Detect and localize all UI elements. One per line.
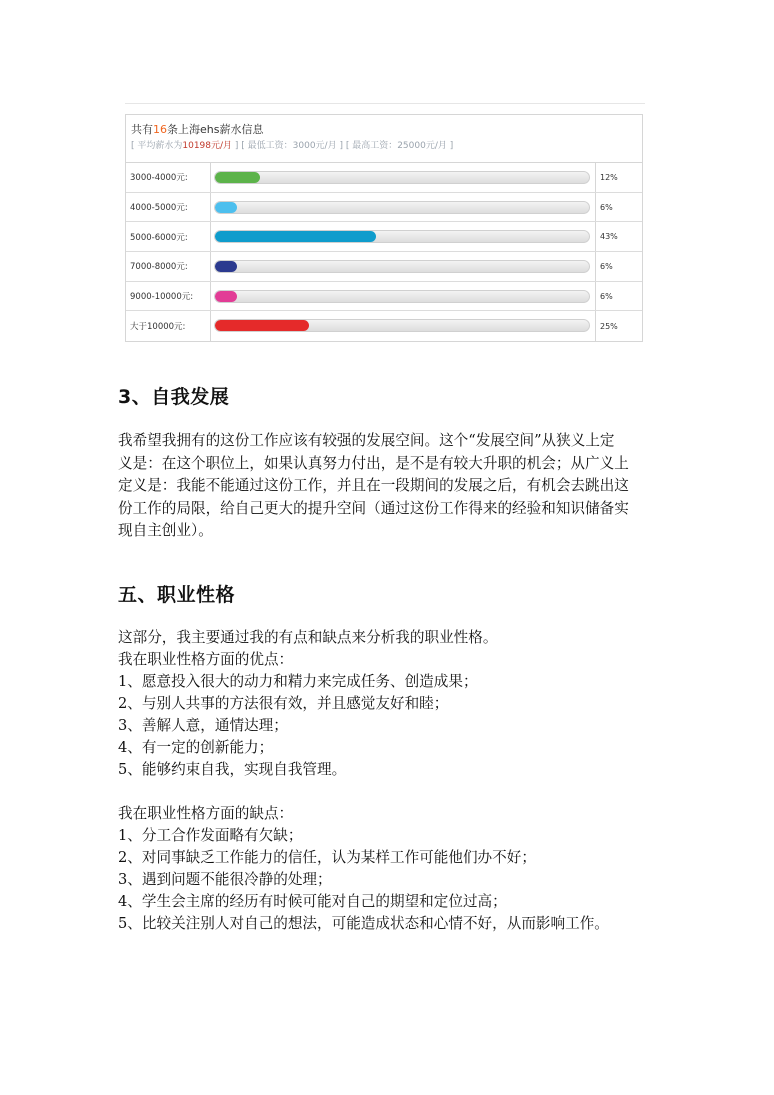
weaknesses-title: 我在职业性格方面的缺点： xyxy=(118,805,294,822)
salary-range-label: 4000-5000元: xyxy=(130,203,188,214)
sub-range: ] [ 最低工资：3000元/月 ] [ 最高工资：25000元/月 ] xyxy=(232,141,454,151)
salary-range-label: 9000-10000元: xyxy=(130,292,194,303)
salary-row xyxy=(126,222,642,252)
salary-row xyxy=(126,252,642,282)
salary-bar-fill xyxy=(215,231,376,242)
salary-bar-fill xyxy=(215,261,237,272)
paragraph-line: 义是：在这个职位上，如果认真努力付出，是不是有较大升职的机会；从广义上 xyxy=(118,454,629,472)
sub-open: [ 平均薪水为 xyxy=(131,141,183,151)
paragraph-line: 定义是：我能不能通过这份工作，并且在一段期间的发展之后，有机会去跳出这 xyxy=(118,477,629,494)
weakness-item: 1、分工合作发面略有欠缺； xyxy=(118,827,303,844)
paragraph-line: 份工作的局限，给自己更大的提升空间（通过这份工作得来的经验和知识储备实 xyxy=(118,499,629,517)
salary-range-label: 7000-8000元: xyxy=(130,262,188,273)
salary-row xyxy=(126,193,642,223)
salary-percent: 12% xyxy=(600,172,618,182)
weakness-item: 4、学生会主席的经历有时候可能对自己的期望和定位过高； xyxy=(118,893,507,910)
strength-item: 2、与别人共事的方法很有效，并且感觉友好和睦； xyxy=(118,695,449,712)
weakness-item: 5、比较关注别人对自己的想法，可能造成状态和心情不好，从而影响工作。 xyxy=(118,915,609,932)
salary-bar-track xyxy=(214,290,590,303)
top-divider xyxy=(125,103,645,104)
salary-percent: 25% xyxy=(600,321,618,331)
salary-percent: 6% xyxy=(600,261,613,271)
salary-range-label: 3000-4000元: xyxy=(130,173,188,184)
salary-percent: 43% xyxy=(600,232,618,242)
strengths-title: 我在职业性格方面的优点： xyxy=(118,651,294,668)
salary-bar-track xyxy=(214,230,590,243)
title-count: 16 xyxy=(153,123,167,136)
title-prefix: 共有 xyxy=(131,123,153,136)
salary-widget xyxy=(125,114,643,342)
section-3-heading: 3、自我发展 xyxy=(118,386,230,408)
salary-percent: 6% xyxy=(600,202,613,212)
salary-title xyxy=(131,123,642,137)
salary-range-label: 大于10000元: xyxy=(130,322,186,333)
section-5-heading: 五、职业性格 xyxy=(118,584,236,606)
salary-bar-fill xyxy=(215,291,237,302)
weakness-item: 3、遇到问题不能很冷静的处理； xyxy=(118,871,332,888)
salary-range-label: 5000-6000元: xyxy=(130,232,188,243)
salary-percent: 6% xyxy=(600,291,613,301)
salary-bar-track xyxy=(214,319,590,332)
salary-bar-fill xyxy=(215,172,260,183)
salary-bar-fill xyxy=(215,320,309,331)
salary-bar-track xyxy=(214,201,590,214)
strength-item: 5、能够约束自我，实现自我管理。 xyxy=(118,761,347,778)
strength-item: 3、善解人意，通情达理； xyxy=(118,717,288,734)
salary-row xyxy=(126,311,642,341)
paragraph-line: 现自主创业）。 xyxy=(118,522,213,539)
title-suffix: 条上海ehs薪水信息 xyxy=(167,123,264,136)
section-3-paragraph xyxy=(118,430,658,543)
salary-row xyxy=(126,163,642,193)
salary-rows xyxy=(126,163,642,341)
salary-bar-fill xyxy=(215,202,237,213)
section-5-intro: 这部分，我主要通过我的有点和缺点来分析我的职业性格。 xyxy=(118,629,498,646)
salary-header xyxy=(126,115,642,163)
strength-item: 1、愿意投入很大的动力和精力来完成任务、创造成果； xyxy=(118,673,478,690)
salary-row xyxy=(126,282,642,312)
average-salary: 10198元/月 xyxy=(182,141,233,151)
salary-subtitle xyxy=(131,140,642,153)
paragraph-line: 我希望我拥有的这份工作应该有较强的发展空间。这个“发展空间”从狭义上定 xyxy=(118,432,615,449)
salary-bar-track xyxy=(214,171,590,184)
salary-bar-track xyxy=(214,260,590,273)
strength-item: 4、有一定的创新能力； xyxy=(118,739,274,756)
weakness-item: 2、对同事缺乏工作能力的信任，认为某样工作可能他们办不好； xyxy=(118,849,536,866)
